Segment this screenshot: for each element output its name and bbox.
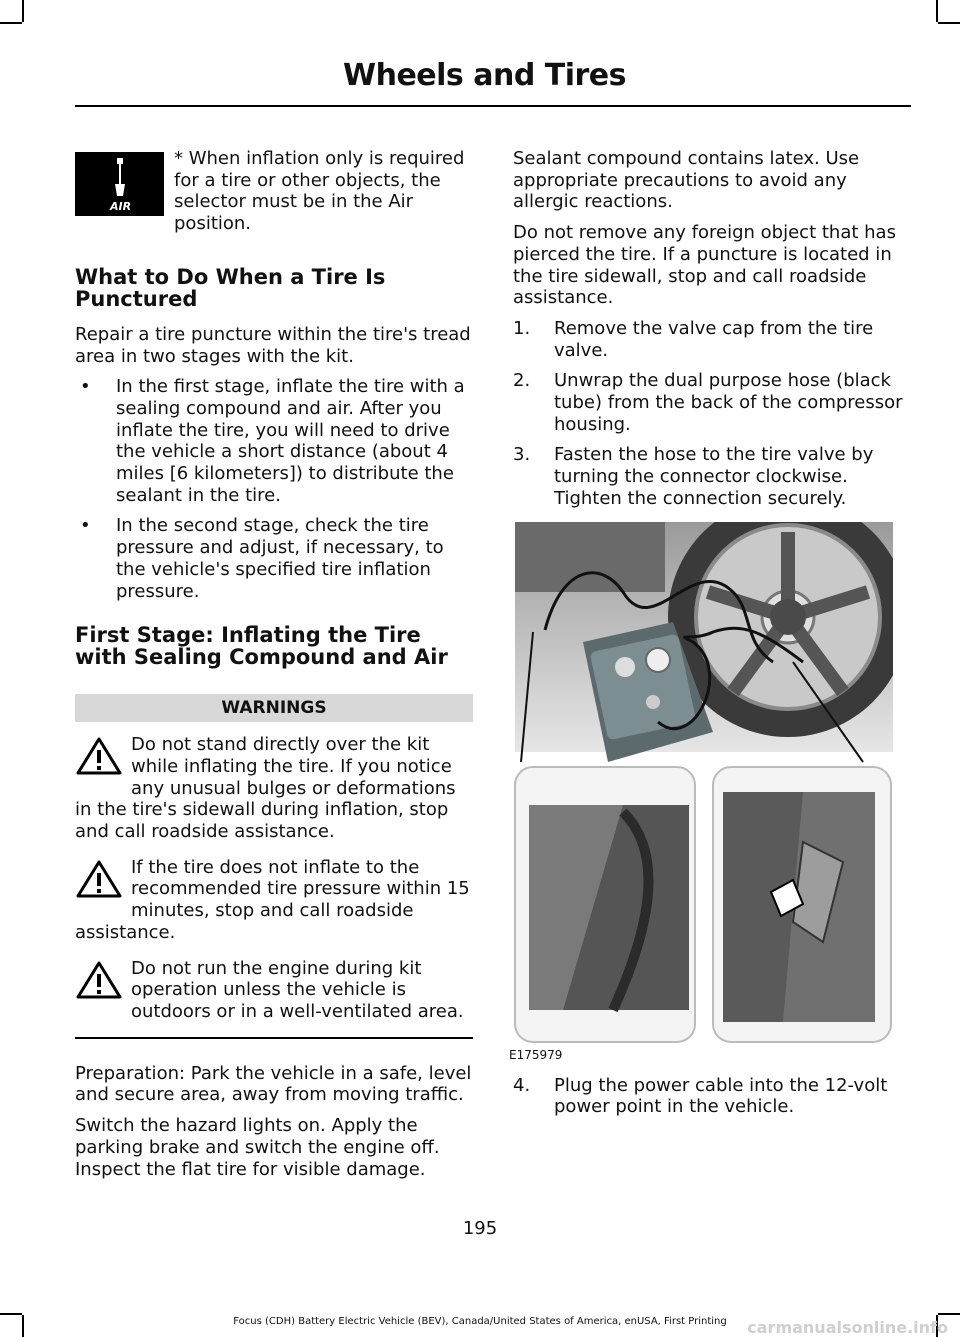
warning-triangle-icon [75, 736, 123, 776]
illustration-image [503, 522, 893, 1052]
warning-item [75, 734, 473, 843]
right-column [509, 148, 911, 1127]
crop-mark [938, 22, 960, 24]
air-icon-label: AIR [110, 200, 132, 213]
steps-list [513, 318, 911, 510]
warnings-end-rule [75, 1037, 473, 1039]
list-item [513, 444, 911, 509]
step-number: 1. [513, 317, 531, 339]
list-item-text: In the second stage, check the tire pressure and adjust, if necessary, to the vehicle's specified tire inflation pressure. [116, 515, 444, 602]
stage-list [75, 376, 473, 602]
left-column [75, 148, 473, 1189]
warning-item [75, 958, 473, 1023]
figure-code: E175979 [509, 1047, 563, 1062]
list-item [75, 515, 473, 602]
step-text: Fasten the hose to the tire valve by turning the connector clockwise. Tighten the connection securely. [554, 444, 874, 509]
footer-text: Focus (CDH) Battery Electric Vehicle (BEV), Canada/United States of America, enUSA, First Printing [233, 1316, 727, 1327]
foreign-object-paragraph: Do not remove any foreign object that has pierced the tire. If a puncture is located in the tire sidewall, stop and call roadside assistance. [513, 222, 896, 309]
latex-paragraph: Sealant compound contains latex. Use appropriate precautions to avoid any allergic reactions. [513, 148, 860, 213]
page-title: Wheels and Tires [343, 58, 626, 93]
warning-text: If the tire does not inflate to the recommended tire pressure within 15 minutes, stop and call roadside assistance. [75, 856, 470, 943]
section-heading-first-stage: First Stage: Inflating the Tire with Sealing Compound and Air [75, 623, 448, 670]
air-note: * When inflation only is required for a tire or other objects, the selector must be in the Air position. [174, 148, 465, 235]
list-item [513, 318, 911, 361]
bullet-marker: • [80, 515, 91, 537]
step-text: Remove the valve cap from the tire valve. [554, 317, 874, 361]
list-item [513, 370, 911, 435]
section-heading-punctured: What to Do When a Tire Is Punctured [75, 264, 386, 311]
list-item [75, 376, 473, 506]
list-item-text: In the first stage, inflate the tire with a sealing compound and air. After you inflate the tire, you will need to drive the vehicle a short distance (about 4 miles [6 kilometers]) to distribute the sealant in the tire. [116, 376, 465, 506]
step-text: Unwrap the dual purpose hose (black tube) from the back of the compressor housing. [554, 370, 903, 435]
list-item [513, 1075, 911, 1118]
step-number: 4. [513, 1074, 531, 1096]
compressor-connection-illustration [503, 522, 893, 1067]
warning-triangle-icon [75, 859, 123, 899]
warning-text: Do not stand directly over the kit while inflating the tire. If you notice any unusual bulges or deformations in the tire's sidewall during inflation, stop and call roadside assistance. [75, 734, 456, 843]
crop-mark [936, 0, 938, 22]
crop-mark [0, 22, 22, 24]
page-number: 195 [462, 1218, 498, 1239]
intro-paragraph: Repair a tire puncture within the tire's tread area in two stages with the kit. [75, 323, 471, 367]
bullet-marker: • [80, 376, 91, 398]
warning-item [75, 857, 473, 944]
header-rule [75, 105, 911, 107]
step-number: 3. [513, 444, 531, 466]
watermark: carmanualsonline.info [747, 1318, 948, 1337]
crop-mark [0, 1313, 22, 1315]
steps-list-continued [513, 1075, 911, 1118]
warnings-title: WARNINGS [75, 694, 473, 722]
preparation-paragraph: Preparation: Park the vehicle in a safe, level and secure area, away from moving traffic. [75, 1062, 472, 1106]
step-number: 2. [513, 370, 531, 392]
warning-text: Do not run the engine during kit operation unless the vehicle is outdoors or in a well-ventilated area. [131, 957, 464, 1022]
crop-mark [22, 0, 24, 22]
air-selector-icon [75, 152, 164, 216]
step-text: Plug the power cable into the 12-volt power point in the vehicle. [554, 1074, 888, 1118]
crop-mark [938, 1313, 960, 1315]
hazard-paragraph: Switch the hazard lights on. Apply the parking brake and switch the engine off. Inspect the flat tire for visible damage. [75, 1115, 440, 1180]
warning-triangle-icon [75, 960, 123, 1000]
